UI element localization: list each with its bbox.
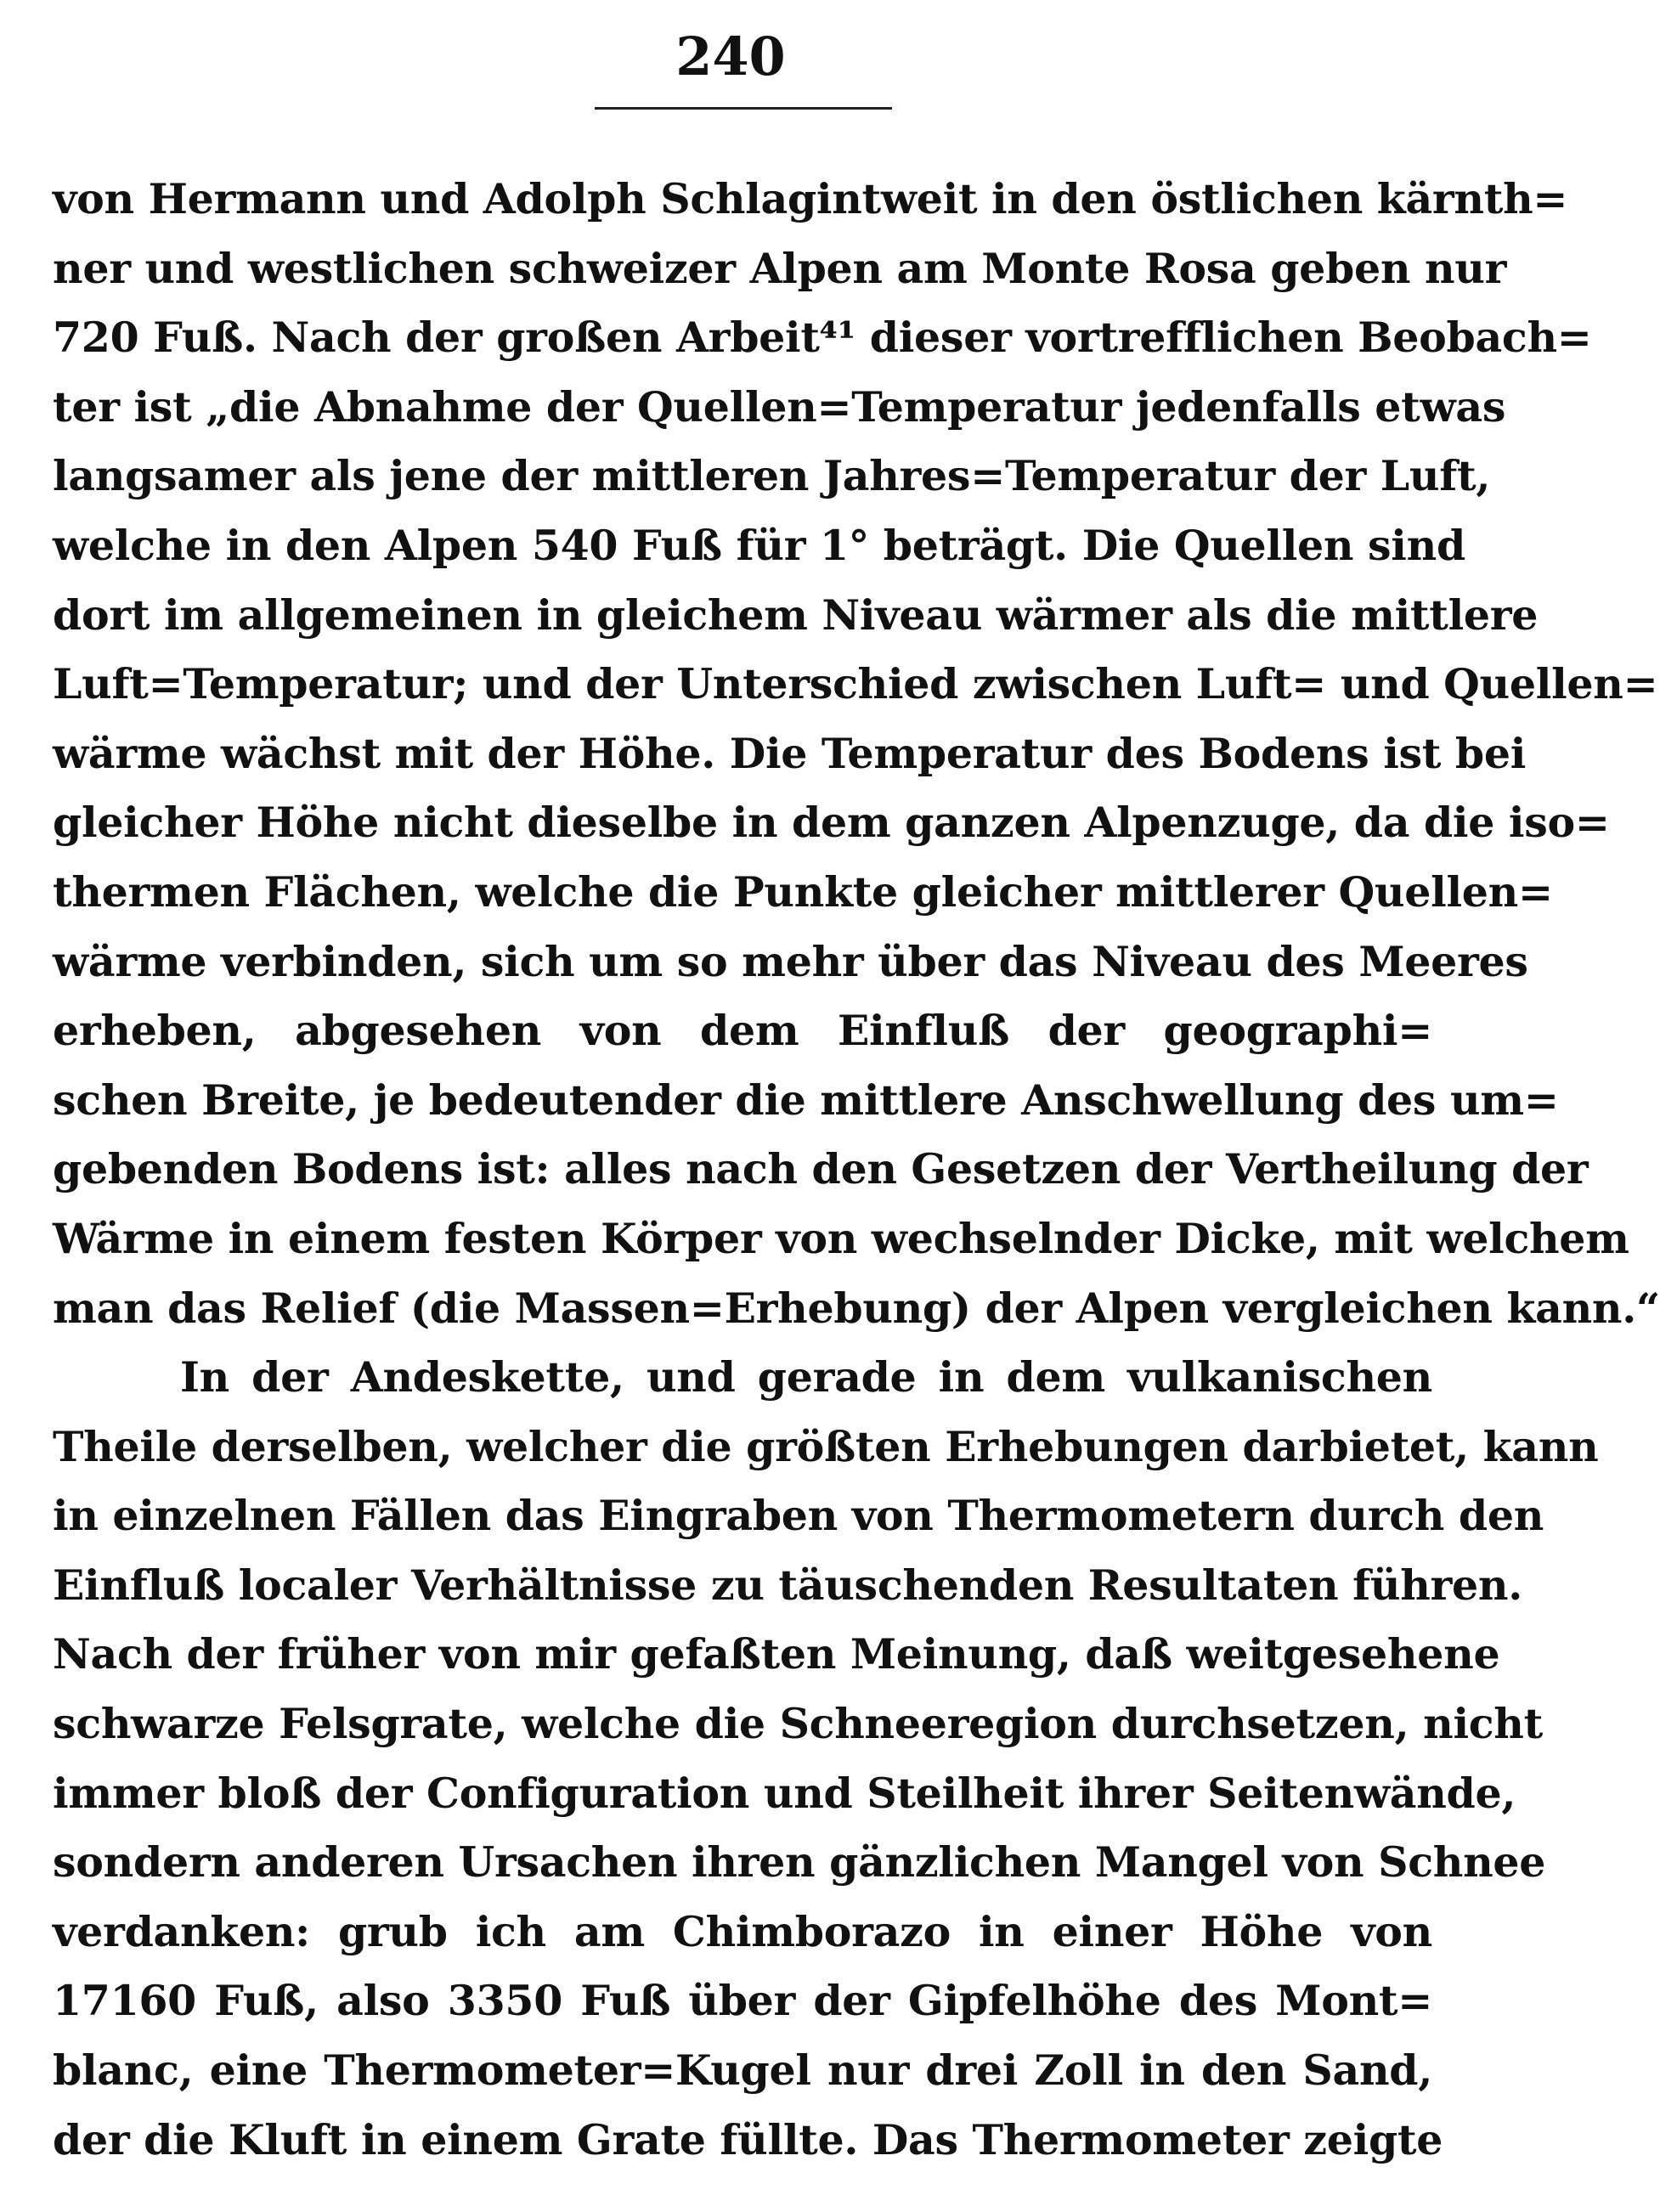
- text-line: ner und westlichen schweizer Alpen am Monte Rosa geben nur: [53, 243, 1507, 293]
- text-line: erheben, abgesehen von dem Einfluß der geographi=: [53, 1006, 1432, 1056]
- text-line: dort im allgemeinen in gleichem Niveau wärmer als die mittlere: [53, 590, 1539, 640]
- text-line: welche in den Alpen 540 Fuß für 1° beträgt. Die Quellen sind: [53, 520, 1465, 570]
- paragraph-start-line: In der Andeskette, und gerade in dem vulkanischen: [180, 1352, 1432, 1402]
- text-line: Theile derselben, welcher die größten Erhebungen darbietet, kann: [53, 1421, 1599, 1471]
- text-line: 720 Fuß. Nach der großen Arbeit⁴¹ dieser vortrefflichen Beobach=: [53, 313, 1592, 363]
- text-line: verdanken: grub ich am Chimborazo in einer Höhe von: [53, 1906, 1432, 1956]
- text-line: gleicher Höhe nicht dieselbe in dem ganzen Alpenzuge, da die iso=: [53, 798, 1610, 848]
- body-text: [53, 165, 1660, 2175]
- text-line: gebenden Bodens ist: alles nach den Gesetzen der Vertheilung der: [53, 1144, 1589, 1194]
- text-line: Luft=Temperatur; und der Unterschied zwischen Luft= und Quellen=: [53, 659, 1658, 709]
- text-line: Wärme in einem festen Körper von wechselnder Dicke, mit welchem: [53, 1213, 1629, 1263]
- text-line: von Hermann und Adolph Schlagintweit in den östlichen kärnth=: [53, 174, 1568, 223]
- text-line: langsamer als jene der mittleren Jahres=Temperatur der Luft,: [53, 451, 1491, 501]
- text-line: schen Breite, je bedeutender die mittlere Anschwellung des um=: [53, 1075, 1559, 1125]
- text-line: in einzelnen Fällen das Eingraben von Thermometern durch den: [53, 1491, 1544, 1541]
- text-line: sondern anderen Ursachen ihren gänzlichen Mangel von Schnee: [53, 1837, 1546, 1888]
- text-line: immer bloß der Configuration und Steilheit ihrer Seitenwände,: [53, 1768, 1516, 1818]
- text-line: thermen Flächen, welche die Punkte gleicher mittlerer Quellen=: [53, 866, 1553, 917]
- text-line: Einfluß localer Verhältnisse zu täuschenden Resultaten führen.: [53, 1560, 1523, 1610]
- text-line: Nach der früher von mir gefaßten Meinung, daß weitgesehene: [53, 1629, 1500, 1679]
- text-line: wärme verbinden, sich um so mehr über das Niveau des Meeres: [53, 936, 1528, 986]
- header-rule: [595, 107, 892, 110]
- text-line: schwarze Felsgrate, welche die Schneeregion durchsetzen, nicht: [53, 1699, 1543, 1749]
- text-line: wärme wächst mit der Höhe. Die Temperatur des Bodens ist bei: [53, 728, 1527, 778]
- paragraph-end-line: man das Relief (die Massen=Erhebung) der Alpen vergleichen kann.“: [53, 1283, 1660, 1333]
- text-line: der die Kluft in einem Grate füllte. Das Thermometer zeigte: [53, 2114, 1443, 2164]
- text-line: blanc, eine Thermometer=Kugel nur drei Zoll in den Sand,: [53, 2046, 1432, 2096]
- page-number: 240: [675, 25, 786, 87]
- text-line: ter ist „die Abnahme der Quellen=Temperatur jedenfalls etwas: [53, 381, 1506, 432]
- text-line: 17160 Fuß, also 3350 Fuß über der Gipfelhöhe des Mont=: [53, 1976, 1432, 2026]
